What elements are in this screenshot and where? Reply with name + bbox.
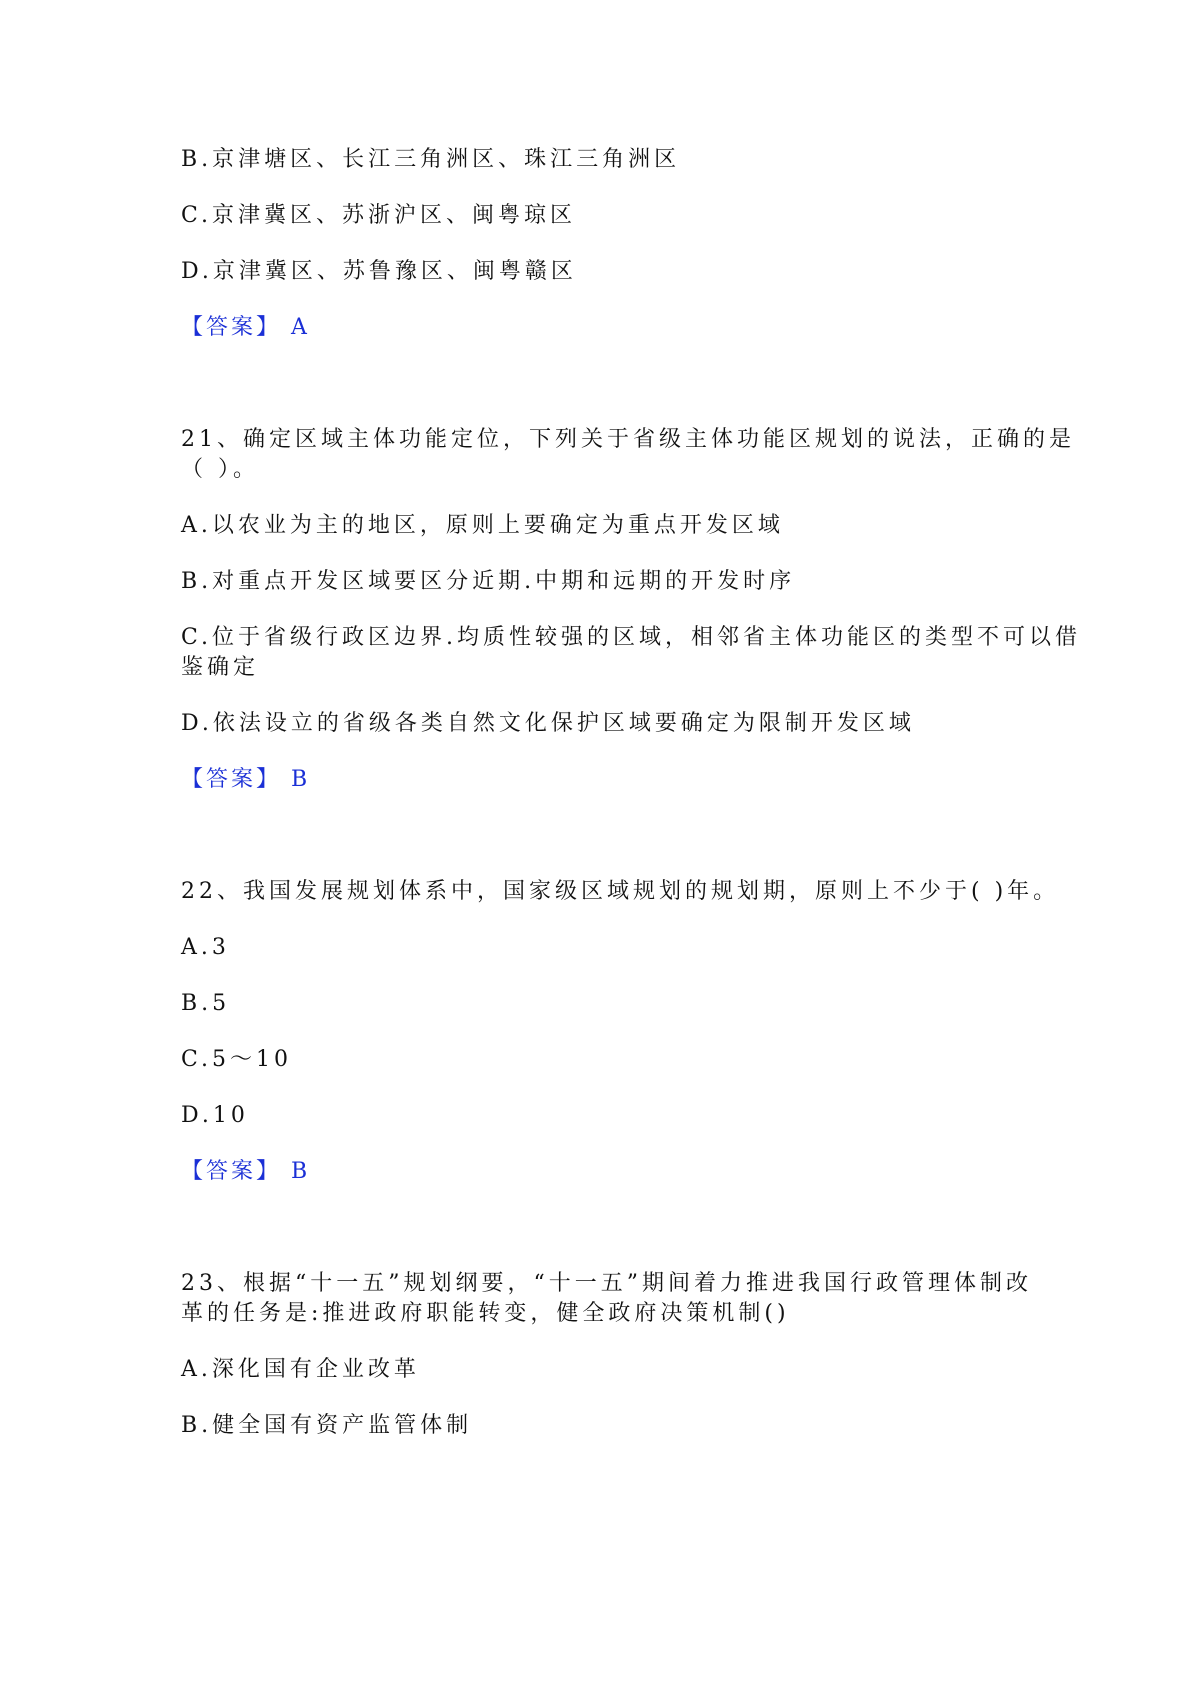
q21-answer: 【答案】 B (181, 767, 311, 792)
q23-option-a: A.深化国有企业改革 (181, 1357, 420, 1382)
q23-stem-line2: 革的任务是:推进政府职能转变，健全政府决策机制() (181, 1301, 790, 1326)
q21-option-c-line2: 鉴确定 (181, 655, 260, 680)
q20-option-c: C.京津冀区、苏浙沪区、闽粤琼区 (181, 203, 577, 228)
q20-option-d: D.京津冀区、苏鲁豫区、闽粤赣区 (181, 259, 577, 284)
q20-option-b: B.京津塘区、长江三角洲区、珠江三角洲区 (181, 147, 681, 172)
q23-stem-line1: 23、根据“十一五”规划纲要，“十一五”期间着力推进我国行政管理体制改 (181, 1271, 1032, 1296)
q21-stem-line2: （ ）。 (181, 457, 259, 482)
q22-answer: 【答案】 B (181, 1159, 311, 1184)
q20-answer: 【答案】 A (181, 315, 310, 340)
q22-option-a: A.3 (181, 935, 230, 960)
q21-option-d: D.依法设立的省级各类自然文化保护区域要确定为限制开发区域 (181, 711, 915, 736)
q21-option-b: B.对重点开发区域要区分近期.中期和远期的开发时序 (181, 569, 796, 594)
q21-option-c-line1: C.位于省级行政区边界.均质性较强的区域，相邻省主体功能区的类型不可以借 (181, 625, 1082, 650)
q21-option-a: A.以农业为主的地区，原则上要确定为重点开发区域 (181, 513, 784, 538)
q22-option-c: C.5～10 (181, 1047, 293, 1072)
q23-option-b: B.健全国有资产监管体制 (181, 1413, 473, 1438)
q22-option-b: B.5 (181, 991, 231, 1016)
q22-option-d: D.10 (181, 1103, 249, 1128)
q21-stem-line1: 21、确定区域主体功能定位，下列关于省级主体功能区规划的说法，正确的是 (181, 427, 1075, 452)
q22-stem: 22、我国发展规划体系中，国家级区域规划的规划期，原则上不少于( )年。 (181, 879, 1060, 904)
